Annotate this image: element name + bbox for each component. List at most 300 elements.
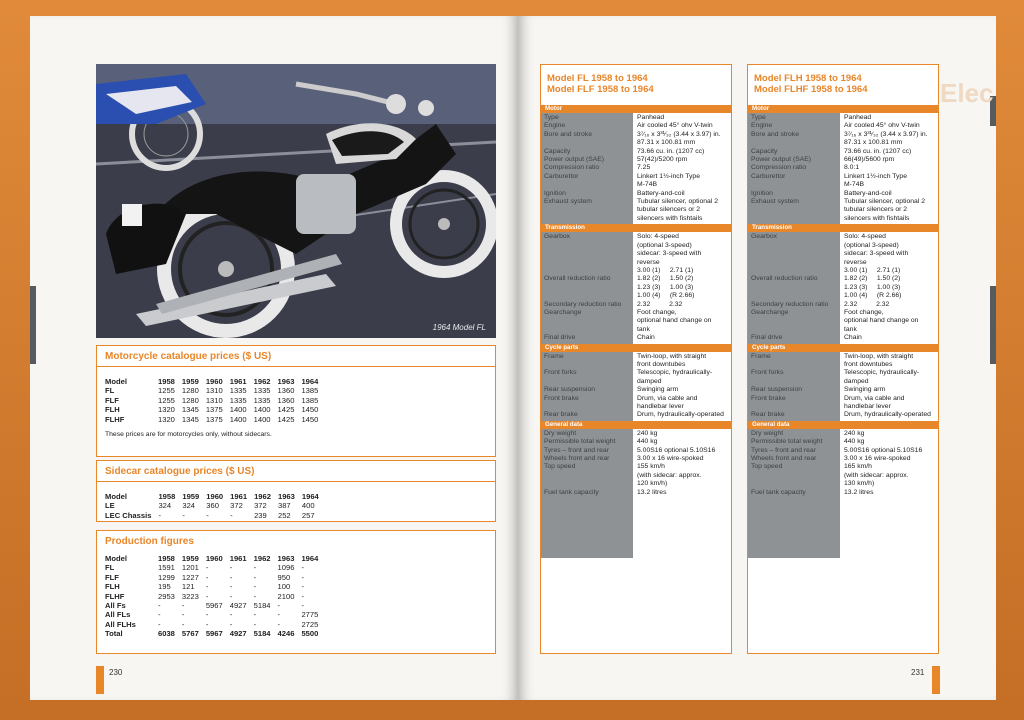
spec-label: Bore and stroke	[751, 130, 799, 138]
spec-value: silencers with fishtails	[637, 214, 703, 222]
spec-value: 8.0:1	[844, 164, 860, 172]
watermark-text: Elec	[940, 78, 994, 108]
motorcycle-prices-box	[96, 345, 496, 457]
spec-value-column	[840, 352, 938, 421]
table-cell: -	[229, 572, 233, 582]
table-cell: 1960	[205, 554, 223, 563]
spec-value: Linkert 1½-inch Type	[844, 172, 907, 180]
spec-label-column	[541, 352, 633, 421]
spec-title-line1: Model FLH 1958 to 1964	[754, 73, 862, 84]
spec-label: Secondary reduction ratio	[544, 300, 622, 308]
table-cell: 372	[230, 501, 243, 511]
table-cell: 1962	[253, 554, 271, 563]
table-cell: 1961	[230, 492, 248, 501]
spec-value: handlebar lever	[844, 403, 891, 410]
row-label: Model	[105, 554, 127, 563]
motorcycle-photo	[96, 64, 496, 338]
table-cell: 1335	[253, 395, 271, 405]
spec-label	[544, 326, 546, 334]
table-cell: 1959	[181, 554, 199, 563]
table-cell: 1320	[158, 414, 175, 424]
spec-label	[544, 242, 546, 250]
spec-label	[544, 206, 546, 214]
page-tab-right	[932, 666, 940, 694]
table-cell: 1962	[254, 492, 271, 501]
spec-value: 3.00 (1) 2.71 (1)	[844, 266, 901, 274]
spec-value: Air cooled 45° ohv V-twin	[637, 122, 713, 130]
spec-label	[751, 139, 753, 147]
table-cell: 1958	[158, 377, 175, 386]
spec-section	[541, 113, 731, 224]
table-row	[105, 405, 325, 414]
table-cell: -	[253, 619, 257, 629]
spec-value: 240 kg	[637, 429, 658, 437]
spec-section	[541, 429, 731, 498]
spec-value: 13.2 litres	[844, 488, 874, 496]
spec-value: 3.00 x 16 wire-spoked	[637, 455, 704, 463]
page-edge-band	[30, 286, 36, 364]
spec-value: optional hand change on	[637, 317, 712, 325]
spec-label: Type	[751, 114, 766, 121]
table-header-row	[105, 554, 325, 563]
row-label: FLF	[105, 395, 119, 405]
table-cell: 1255	[158, 386, 175, 396]
spec-value: Telescopic, hydraulically-	[844, 369, 920, 377]
table-cell: -	[301, 601, 304, 611]
table-cell: 1963	[277, 377, 295, 386]
table-cell: 1962	[253, 377, 271, 386]
spec-header	[748, 65, 938, 101]
spec-value: Drum, hydraulically-operated	[637, 411, 724, 419]
table-cell: -	[205, 572, 209, 582]
spec-label: Carburettor	[751, 172, 786, 180]
spec-label: Capacity	[544, 147, 571, 155]
spec-label	[751, 480, 753, 488]
spec-label: Exhaust system	[544, 198, 592, 206]
table-cell: -	[205, 610, 209, 620]
row-label: All FLs	[105, 610, 131, 620]
photo-caption: 1964 Model FL	[432, 323, 486, 332]
spec-label-column	[541, 113, 633, 224]
spec-label: Tyres – front and rear	[544, 446, 609, 454]
table-cell: -	[229, 591, 233, 601]
spec-value: 1.00 (4) (R 2.66)	[844, 292, 902, 300]
spec-label	[751, 206, 753, 214]
table-cell: 1375	[205, 405, 223, 415]
spec-label: Front brake	[751, 394, 786, 402]
row-label: FLH	[105, 405, 120, 415]
page-tab-left	[96, 666, 104, 694]
spec-section-header: Cycle parts	[748, 344, 938, 352]
spec-label	[751, 403, 753, 411]
spec-value: Drum, via cable and	[637, 394, 698, 402]
spec-label	[544, 259, 546, 267]
spec-label-column	[541, 232, 633, 343]
table-cell: 1096	[277, 563, 295, 573]
table-cell: 1400	[229, 414, 247, 424]
spec-label: Gearchange	[544, 308, 582, 316]
spec-label: Top speed	[751, 463, 783, 471]
table-cell: 5967	[205, 601, 223, 611]
spec-label	[544, 292, 546, 300]
spec-label: Capacity	[751, 147, 778, 155]
spec-value: 3.00 (1) 2.71 (1)	[637, 266, 694, 274]
page-number-right: 231	[911, 668, 925, 677]
table-cell: 3223	[181, 591, 199, 601]
table-row	[105, 601, 325, 610]
spec-label: Compression ratio	[751, 164, 807, 172]
table-cell: -	[229, 563, 233, 573]
table-cell: -	[181, 619, 185, 629]
spec-value-column	[633, 352, 731, 421]
spec-label	[544, 480, 546, 488]
spec-value: Solo: 4-speed	[844, 233, 886, 241]
table-cell: 1450	[301, 405, 319, 415]
table-cell: 1450	[301, 414, 319, 424]
spec-label: Frame	[544, 352, 564, 360]
spec-label: Gearbox	[751, 233, 778, 241]
spec-label	[751, 326, 753, 334]
spec-value: 7.25	[637, 164, 651, 172]
table-cell: 4927	[229, 629, 247, 639]
table-cell: -	[301, 572, 304, 582]
spec-value: Twin-loop, with straight	[844, 352, 914, 360]
spec-label: Final drive	[751, 334, 783, 342]
table-cell: 4927	[229, 601, 247, 611]
spec-value: damped	[637, 377, 662, 385]
spec-label: Front forks	[751, 369, 784, 377]
spec-value: Swinging arm	[637, 386, 679, 394]
table-cell: 2775	[301, 610, 319, 620]
table-cell: -	[230, 510, 233, 520]
table-cell: 5500	[301, 629, 319, 639]
spec-value: front downtubes	[844, 360, 893, 368]
spec-label: Wheels front and rear	[544, 455, 610, 463]
spec-value: Linkert 1½-inch Type	[637, 172, 700, 180]
spec-label	[751, 181, 753, 189]
table-cell: 1299	[158, 572, 175, 582]
table-cell: 1201	[181, 563, 199, 573]
spec-value-column	[633, 429, 731, 498]
spec-value: 1.23 (3) 1.00 (3)	[844, 283, 901, 291]
spec-label	[751, 361, 753, 369]
spec-value: 3⁷⁄₁₆ x 3³¹⁄₃₂ (3.44 x 3.97) in.	[637, 130, 721, 138]
spec-value-column	[633, 113, 731, 224]
spec-label	[544, 250, 546, 258]
spec-value-column	[633, 232, 731, 343]
spec-value: 1.23 (3) 1.00 (3)	[637, 283, 694, 291]
table-cell: -	[158, 510, 161, 520]
table-cell: -	[253, 572, 257, 582]
spec-sheet-fl	[540, 64, 732, 654]
spec-value: 73.66 cu. in. (1207 cc)	[844, 147, 912, 155]
spec-label	[544, 267, 546, 275]
spec-section-header: General data	[541, 421, 731, 429]
spec-value: 5.00S16 optional 5.10S16	[844, 446, 923, 454]
spec-label	[751, 378, 753, 386]
spec-label: Front brake	[544, 394, 579, 402]
spec-label: Secondary reduction ratio	[751, 300, 829, 308]
table-cell: 1425	[277, 414, 295, 424]
table-cell: -	[158, 610, 161, 620]
spec-value: 13.2 litres	[637, 488, 667, 496]
spec-label: Rear suspension	[751, 386, 803, 394]
spec-value: 3⁷⁄₁₆ x 3³¹⁄₃₂ (3.44 x 3.97) in.	[844, 130, 928, 138]
table-cell: -	[253, 582, 257, 592]
table-cell: 257	[301, 510, 315, 520]
table-cell: 1964	[301, 492, 319, 501]
table-cell: 5967	[205, 629, 223, 639]
spec-section-header: Transmission	[541, 224, 731, 232]
spec-value: Foot change,	[637, 308, 677, 316]
spec-section-header: Cycle parts	[541, 344, 731, 352]
table-cell: 1963	[277, 492, 295, 501]
motorcycle-illustration	[96, 64, 496, 338]
table-cell: 2100	[277, 591, 295, 601]
table-cell: 1360	[277, 386, 295, 396]
spec-label: Rear suspension	[544, 386, 596, 394]
spec-label	[751, 250, 753, 258]
spec-value: damped	[844, 377, 869, 385]
row-label: FLHF	[105, 414, 125, 424]
row-label: FLH	[105, 582, 120, 592]
table-cell: 239	[254, 510, 267, 520]
spec-label	[751, 267, 753, 275]
spec-section-header: General data	[748, 421, 938, 429]
spec-value: Battery-and-coil	[844, 189, 892, 197]
spec-section-header: Transmission	[748, 224, 938, 232]
table-row	[105, 582, 325, 591]
page-edge-band	[990, 286, 996, 364]
spec-value: 120 km/h)	[637, 480, 668, 488]
spec-label: Fuel tank capacity	[544, 488, 599, 496]
spec-value-column	[840, 113, 938, 224]
spec-value: M-74B	[844, 181, 865, 189]
spec-value: 1.82 (2) 1.50 (2)	[637, 275, 694, 283]
spec-body	[748, 105, 938, 653]
spec-value: 440 kg	[637, 438, 658, 446]
table-cell: 1280	[181, 386, 199, 396]
spec-value: 73.66 cu. in. (1207 cc)	[637, 147, 705, 155]
table-cell: -	[253, 591, 257, 601]
table-cell: 4246	[277, 629, 295, 639]
table-cell: 1960	[206, 492, 224, 501]
spec-label	[544, 403, 546, 411]
spec-label	[544, 139, 546, 147]
spec-label-column	[541, 429, 633, 498]
spec-value: Chain	[637, 334, 655, 342]
motorcycle-prices-title: Motorcycle catalogue prices ($ US)	[97, 346, 495, 367]
spec-value: Swinging arm	[844, 386, 886, 394]
spec-value: (optional 3-speed)	[637, 241, 692, 249]
sidecar-prices-box	[96, 460, 496, 522]
spec-value: Drum, via cable and	[844, 394, 905, 402]
spec-filler	[748, 498, 938, 558]
page-number-left: 230	[109, 668, 123, 677]
spec-value: 87.31 x 100.81 mm	[844, 139, 903, 147]
row-label: Total	[105, 629, 123, 639]
spec-label: Permissible total weight	[751, 438, 823, 446]
table-cell: 1964	[301, 377, 319, 386]
spec-sheet-flh	[747, 64, 939, 654]
spec-label	[544, 181, 546, 189]
table-cell: 1360	[277, 395, 295, 405]
spec-body	[541, 105, 731, 653]
production-figures-table	[105, 554, 325, 639]
spec-label	[544, 317, 546, 325]
spec-label: Fuel tank capacity	[751, 488, 806, 496]
spec-value: M-74B	[637, 181, 658, 189]
spec-value: reverse	[844, 258, 867, 266]
table-cell: 1959	[182, 492, 200, 501]
spec-label: Ignition	[544, 189, 566, 197]
spec-value: reverse	[637, 258, 660, 266]
row-label: FL	[105, 386, 115, 396]
row-label: LE	[105, 501, 115, 511]
row-label: Model	[105, 377, 127, 386]
row-label: All Fs	[105, 601, 126, 611]
table-row	[105, 386, 325, 395]
prices-note: These prices are for motorcycles only, without sidecars.	[105, 431, 272, 439]
spec-label-column	[748, 113, 840, 224]
production-figures-box	[96, 530, 496, 654]
spec-label: Bore and stroke	[544, 130, 592, 138]
table-cell: -	[205, 563, 209, 573]
spec-filler	[541, 498, 731, 558]
table-cell: 1958	[158, 554, 175, 563]
table-row	[105, 563, 325, 572]
table-cell: 1385	[301, 386, 319, 396]
table-cell: -	[277, 610, 281, 620]
spec-value: silencers with fishtails	[844, 214, 910, 222]
table-cell: -	[301, 591, 304, 601]
table-cell: -	[229, 610, 233, 620]
spec-label: Engine	[751, 122, 773, 130]
table-row	[105, 620, 325, 629]
table-row	[105, 592, 325, 601]
spec-value: Telescopic, hydraulically-	[637, 369, 713, 377]
spec-value: 240 kg	[844, 429, 865, 437]
spec-label: Overall reduction ratio	[751, 275, 818, 283]
spec-value-column	[840, 429, 938, 498]
spec-value: 5.00S16 optional 5.10S16	[637, 446, 716, 454]
spec-section	[748, 429, 938, 498]
table-cell: 1255	[158, 395, 175, 405]
spec-value: 155 km/h	[637, 463, 665, 471]
table-cell: 1320	[158, 405, 175, 415]
table-cell: 1310	[205, 395, 223, 405]
spec-label: Exhaust system	[751, 198, 799, 206]
table-cell: 1385	[301, 395, 319, 405]
spec-value: Tubular silencer, optional 2	[844, 198, 925, 206]
spec-label: Rear brake	[544, 411, 578, 419]
spec-value: (with sidecar: approx.	[637, 471, 702, 479]
table-cell: 324	[158, 501, 172, 511]
spec-value: 1.82 (2) 1.50 (2)	[844, 275, 901, 283]
spec-label	[751, 284, 753, 292]
spec-label	[544, 361, 546, 369]
spec-title-line1: Model FL 1958 to 1964	[547, 73, 648, 84]
table-cell: 1335	[229, 386, 247, 396]
spec-value: 1.00 (4) (R 2.66)	[637, 292, 695, 300]
spec-label: Power output (SAE)	[544, 156, 605, 164]
table-cell: -	[229, 582, 233, 592]
spec-label: Gearchange	[751, 308, 789, 316]
table-cell: 360	[206, 501, 219, 511]
table-cell: 1958	[158, 492, 176, 501]
table-row	[105, 501, 326, 510]
table-cell: -	[182, 510, 185, 520]
table-cell: 387	[277, 501, 291, 511]
table-cell: -	[181, 610, 185, 620]
row-label: FLHF	[105, 591, 125, 601]
table-cell: 400	[301, 501, 315, 511]
table-cell: 1227	[181, 572, 199, 582]
spec-value: (with sidecar: approx.	[844, 471, 909, 479]
spec-value: 2.32 2.32	[844, 300, 890, 308]
spec-label	[751, 215, 753, 223]
table-row	[105, 573, 325, 582]
spec-section	[541, 352, 731, 421]
spec-section-header: Motor	[748, 105, 938, 113]
table-cell: 1335	[253, 386, 271, 396]
spec-value: handlebar lever	[637, 403, 684, 410]
table-cell: 1960	[205, 377, 223, 386]
spec-section	[748, 352, 938, 421]
spec-label: Dry weight	[751, 429, 784, 437]
spec-value: (optional 3-speed)	[844, 241, 899, 249]
table-cell: -	[229, 619, 233, 629]
table-cell: 1425	[277, 405, 295, 415]
table-cell: 1400	[229, 405, 247, 415]
table-cell: 1963	[277, 554, 295, 563]
row-label: All FLHs	[105, 619, 136, 629]
spec-label: Gearbox	[544, 233, 571, 241]
spec-label: Front forks	[544, 369, 577, 377]
table-row	[105, 629, 325, 638]
production-figures-title: Production figures	[105, 536, 194, 547]
spec-value: Drum, hydraulically-operated	[844, 411, 931, 419]
spec-label: Carburettor	[544, 172, 579, 180]
table-cell: 2953	[158, 591, 175, 601]
spec-value: 2.32 2.32	[637, 300, 683, 308]
spec-label: Overall reduction ratio	[544, 275, 611, 283]
spec-label	[544, 378, 546, 386]
table-cell: -	[277, 619, 281, 629]
spec-label: Tyres – front and rear	[751, 446, 816, 454]
table-cell: -	[181, 601, 185, 611]
spec-value: sidecar: 3-speed with	[844, 250, 909, 258]
spec-label: Ignition	[751, 189, 773, 197]
spec-label	[751, 242, 753, 250]
table-cell: -	[158, 601, 161, 611]
table-cell: 195	[158, 582, 171, 592]
table-cell: -	[301, 563, 304, 573]
spec-label	[544, 472, 546, 480]
spec-value: Tubular silencer, optional 2	[637, 198, 718, 206]
table-cell: -	[253, 610, 257, 620]
table-cell: 950	[277, 572, 291, 582]
spec-label	[544, 284, 546, 292]
table-cell: 5767	[181, 629, 199, 639]
table-cell: -	[301, 582, 304, 592]
table-cell: -	[158, 619, 161, 629]
table-header-row	[105, 377, 325, 386]
table-cell: 6038	[158, 629, 175, 639]
table-cell: 372	[254, 501, 267, 511]
spec-label	[751, 259, 753, 267]
spec-label	[751, 472, 753, 480]
